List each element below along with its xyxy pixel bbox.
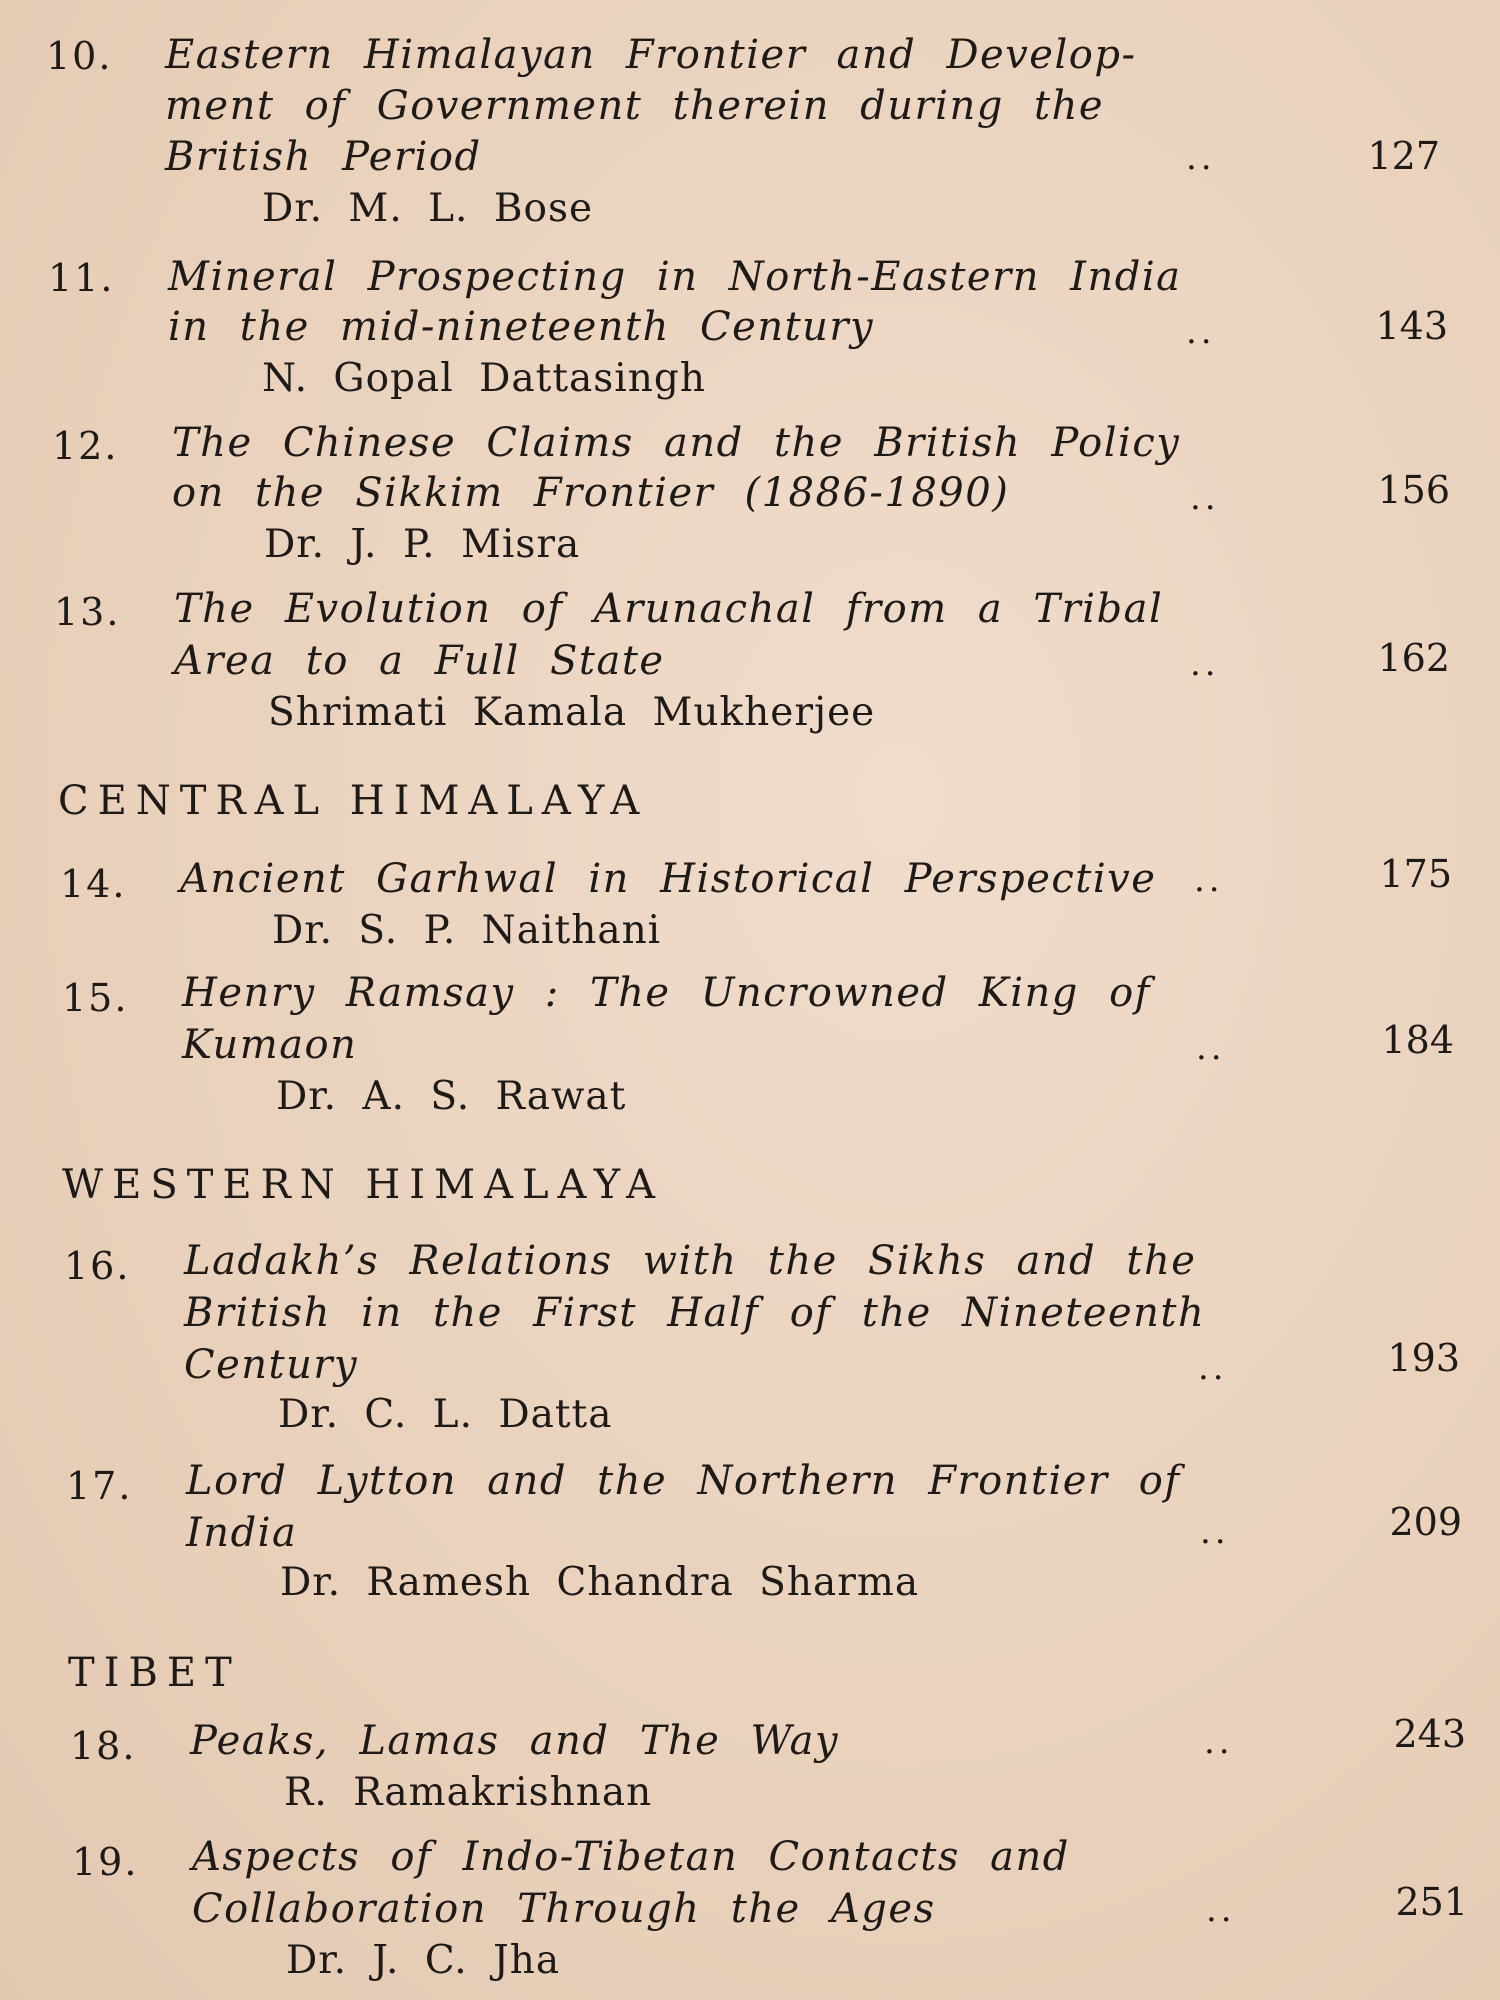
entry-title-line: Aspects of Indo-Tibetan Contacts and	[192, 1834, 1070, 1880]
entry-number: 18.	[70, 1724, 137, 1768]
entry-title-line: Collaboration Through the Ages	[192, 1886, 936, 1932]
entry-author: Shrimati Kamala Mukherjee	[268, 690, 876, 735]
page-number: 156	[1377, 468, 1450, 512]
leader-dots: ..	[1198, 1348, 1228, 1388]
entry-title-line: British Period	[165, 134, 482, 180]
entry-number: 14.	[60, 862, 127, 906]
page-number: 175	[1379, 852, 1452, 896]
entry-author: Dr. Ramesh Chandra Sharma	[280, 1560, 920, 1605]
entry-author: Dr. S. P. Naithani	[272, 908, 662, 953]
leader-dots: ..	[1206, 1890, 1236, 1930]
entry-author: Dr. C. L. Datta	[278, 1392, 613, 1437]
entry-author: Dr. J. C. Jha	[286, 1938, 561, 1983]
leader-dots: ..	[1186, 312, 1216, 352]
entry-number: 15.	[62, 976, 129, 1020]
leader-dots: ..	[1200, 1512, 1230, 1552]
entry-title-line: Ancient Garhwal in Historical Perspective	[180, 856, 1157, 902]
entry-title-line: India	[186, 1510, 298, 1556]
entry-number: 19.	[72, 1840, 139, 1884]
entry-author: Dr. J. P. Misra	[264, 522, 581, 567]
entry-title-line: Mineral Prospecting in North-Eastern India	[168, 254, 1182, 300]
section-heading-western-himalaya: WESTERN HIMALAYA	[62, 1162, 664, 1208]
page-number: 193	[1387, 1336, 1460, 1380]
leader-dots: ..	[1186, 138, 1216, 178]
entry-title-line: Lord Lytton and the Northern Frontier of	[186, 1458, 1181, 1504]
page-number: 184	[1381, 1018, 1454, 1062]
page-number: 251	[1395, 1880, 1468, 1924]
page-number: 162	[1377, 636, 1450, 680]
entry-title-line: Area to a Full State	[174, 638, 665, 684]
page-number: 243	[1393, 1712, 1466, 1756]
entry-number: 10.	[46, 34, 113, 78]
section-heading-tibet: TIBET	[68, 1650, 241, 1696]
entry-title-line: Kumaon	[182, 1022, 358, 1068]
leader-dots: ..	[1204, 1722, 1234, 1762]
entry-number: 16.	[64, 1244, 131, 1288]
entry-title-line: Henry Ramsay : The Uncrowned King of	[182, 970, 1151, 1016]
leader-dots: ..	[1190, 478, 1220, 518]
entry-title-line: British in the First Half of the Nineteenth	[184, 1290, 1206, 1336]
page-number: 143	[1375, 304, 1448, 348]
entry-title-line: Ladakh’s Relations with the Sikhs and the	[184, 1238, 1197, 1284]
entry-author: Dr. M. L. Bose	[262, 186, 594, 231]
entry-title-line: ment of Government therein during the	[165, 83, 1105, 129]
leader-dots: ..	[1196, 1028, 1226, 1068]
entry-author: R. Ramakrishnan	[284, 1770, 653, 1815]
page-number: 209	[1389, 1500, 1462, 1544]
entry-title-line: Eastern Himalayan Frontier and Develop-	[165, 32, 1137, 78]
entry-number: 12.	[52, 424, 119, 468]
entry-title-line: Peaks, Lamas and The Way	[190, 1718, 840, 1764]
entry-title-line: Century	[184, 1342, 359, 1388]
entry-title-line: in the mid-nineteenth Century	[168, 304, 875, 350]
leader-dots: ..	[1194, 860, 1224, 900]
leader-dots: ..	[1190, 644, 1220, 684]
entry-title-line: on the Sikkim Frontier (1886-1890)	[172, 470, 1010, 516]
entry-number: 17.	[66, 1464, 133, 1508]
page-number: 127	[1367, 134, 1440, 178]
entry-author: N. Gopal Dattasingh	[262, 356, 706, 401]
entry-number: 13.	[54, 590, 121, 634]
entry-title-line: The Evolution of Arunachal from a Tribal	[174, 586, 1164, 632]
section-heading-central-himalaya: CENTRAL HIMALAYA	[58, 778, 649, 824]
entry-title-line: The Chinese Claims and the British Policy	[172, 420, 1181, 466]
entry-author: Dr. A. S. Rawat	[276, 1074, 627, 1119]
entry-number: 11.	[48, 256, 115, 300]
